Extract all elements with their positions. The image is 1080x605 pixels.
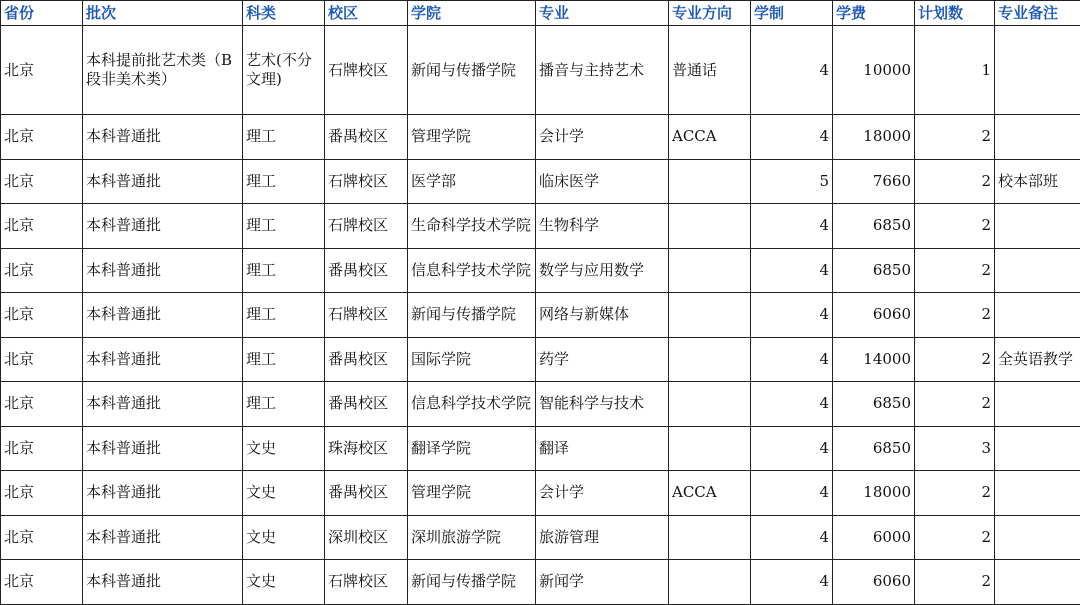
cell-major-direction: ACCA	[669, 115, 751, 160]
cell-campus: 番禺校区	[325, 248, 408, 293]
header-major: 专业	[536, 1, 669, 26]
cell-duration: 4	[751, 293, 833, 338]
cell-major: 播音与主持艺术	[536, 26, 669, 115]
cell-category: 理工	[243, 382, 325, 427]
cell-plan-count: 2	[915, 382, 995, 427]
header-tuition: 学费	[833, 1, 915, 26]
cell-province: 北京	[1, 515, 83, 560]
cell-campus: 珠海校区	[325, 426, 408, 471]
cell-plan-count: 2	[915, 204, 995, 249]
cell-campus: 番禺校区	[325, 471, 408, 516]
cell-batch: 本科普通批	[83, 115, 243, 160]
cell-batch: 本科普通批	[83, 471, 243, 516]
cell-category: 文史	[243, 515, 325, 560]
cell-major: 药学	[536, 337, 669, 382]
cell-major-notes: 校本部班	[995, 159, 1080, 204]
cell-category: 理工	[243, 293, 325, 338]
cell-province: 北京	[1, 382, 83, 427]
cell-batch: 本科普通批	[83, 337, 243, 382]
cell-major: 网络与新媒体	[536, 293, 669, 338]
cell-major-notes	[995, 248, 1080, 293]
cell-duration: 4	[751, 337, 833, 382]
cell-major-notes	[995, 293, 1080, 338]
table-header	[1, 1, 1080, 26]
cell-major-direction	[669, 560, 751, 605]
cell-category: 理工	[243, 115, 325, 160]
cell-plan-count: 2	[915, 115, 995, 160]
cell-major: 生物科学	[536, 204, 669, 249]
cell-province: 北京	[1, 293, 83, 338]
cell-college: 新闻与传播学院	[408, 560, 536, 605]
cell-major-notes	[995, 204, 1080, 249]
cell-batch: 本科普通批	[83, 382, 243, 427]
table-row	[1, 248, 1080, 293]
cell-college: 管理学院	[408, 471, 536, 516]
cell-tuition: 18000	[833, 471, 915, 516]
cell-batch: 本科普通批	[83, 204, 243, 249]
cell-batch: 本科普通批	[83, 515, 243, 560]
table-row	[1, 159, 1080, 204]
cell-tuition: 6850	[833, 248, 915, 293]
cell-campus: 石牌校区	[325, 293, 408, 338]
cell-tuition: 14000	[833, 337, 915, 382]
cell-major: 会计学	[536, 471, 669, 516]
cell-province: 北京	[1, 560, 83, 605]
cell-campus: 石牌校区	[325, 26, 408, 115]
cell-campus: 石牌校区	[325, 560, 408, 605]
cell-major-notes: 全英语教学	[995, 337, 1080, 382]
cell-tuition: 6850	[833, 204, 915, 249]
cell-tuition: 7660	[833, 159, 915, 204]
table-row	[1, 204, 1080, 249]
cell-major: 旅游管理	[536, 515, 669, 560]
header-campus: 校区	[325, 1, 408, 26]
cell-batch: 本科普通批	[83, 248, 243, 293]
cell-major-direction	[669, 293, 751, 338]
header-province: 省份	[1, 1, 83, 26]
cell-major: 智能科学与技术	[536, 382, 669, 427]
cell-major: 翻译	[536, 426, 669, 471]
cell-college: 新闻与传播学院	[408, 26, 536, 115]
table-row	[1, 382, 1080, 427]
cell-category: 理工	[243, 337, 325, 382]
table-row	[1, 26, 1080, 115]
cell-major-notes	[995, 26, 1080, 115]
cell-batch: 本科普通批	[83, 159, 243, 204]
cell-major: 会计学	[536, 115, 669, 160]
cell-major-direction	[669, 159, 751, 204]
cell-major-notes	[995, 515, 1080, 560]
table-row	[1, 515, 1080, 560]
cell-category: 文史	[243, 471, 325, 516]
cell-batch: 本科普通批	[83, 293, 243, 338]
cell-tuition: 18000	[833, 115, 915, 160]
cell-duration: 5	[751, 159, 833, 204]
cell-major-notes	[995, 560, 1080, 605]
table-body	[1, 26, 1080, 605]
cell-duration: 4	[751, 560, 833, 605]
cell-college: 信息科学技术学院	[408, 248, 536, 293]
cell-campus: 番禺校区	[325, 382, 408, 427]
cell-major-direction	[669, 515, 751, 560]
cell-province: 北京	[1, 471, 83, 516]
cell-campus: 番禺校区	[325, 337, 408, 382]
cell-category: 文史	[243, 560, 325, 605]
cell-college: 信息科学技术学院	[408, 382, 536, 427]
cell-major-direction	[669, 382, 751, 427]
cell-batch: 本科普通批	[83, 426, 243, 471]
cell-plan-count: 2	[915, 248, 995, 293]
cell-province: 北京	[1, 115, 83, 160]
cell-duration: 4	[751, 248, 833, 293]
cell-category: 理工	[243, 248, 325, 293]
cell-duration: 4	[751, 426, 833, 471]
cell-college: 医学部	[408, 159, 536, 204]
cell-college: 翻译学院	[408, 426, 536, 471]
cell-plan-count: 2	[915, 159, 995, 204]
cell-duration: 4	[751, 471, 833, 516]
cell-duration: 4	[751, 26, 833, 115]
cell-category: 艺术(不分文理)	[243, 26, 325, 115]
cell-major-direction: 普通话	[669, 26, 751, 115]
header-batch: 批次	[83, 1, 243, 26]
header-college: 学院	[408, 1, 536, 26]
cell-category: 理工	[243, 204, 325, 249]
cell-plan-count: 2	[915, 337, 995, 382]
cell-batch: 本科普通批	[83, 560, 243, 605]
cell-major-direction	[669, 248, 751, 293]
cell-plan-count: 3	[915, 426, 995, 471]
header-major-direction: 专业方向	[669, 1, 751, 26]
cell-major-direction	[669, 337, 751, 382]
cell-campus: 深圳校区	[325, 515, 408, 560]
cell-tuition: 6850	[833, 382, 915, 427]
cell-province: 北京	[1, 248, 83, 293]
cell-province: 北京	[1, 26, 83, 115]
cell-major-notes	[995, 382, 1080, 427]
cell-duration: 4	[751, 515, 833, 560]
cell-major: 数学与应用数学	[536, 248, 669, 293]
cell-province: 北京	[1, 204, 83, 249]
cell-batch: 本科提前批艺术类（B段非美术类）	[83, 26, 243, 115]
cell-tuition: 6850	[833, 426, 915, 471]
cell-tuition: 6060	[833, 560, 915, 605]
cell-major-notes	[995, 471, 1080, 516]
cell-college: 新闻与传播学院	[408, 293, 536, 338]
cell-duration: 4	[751, 382, 833, 427]
header-row	[1, 1, 1080, 26]
cell-category: 理工	[243, 159, 325, 204]
cell-major-direction	[669, 426, 751, 471]
cell-tuition: 6000	[833, 515, 915, 560]
table-row	[1, 560, 1080, 605]
cell-plan-count: 2	[915, 471, 995, 516]
cell-major-direction: ACCA	[669, 471, 751, 516]
header-plan-count: 计划数	[915, 1, 995, 26]
cell-plan-count: 1	[915, 26, 995, 115]
cell-major-notes	[995, 426, 1080, 471]
cell-category: 文史	[243, 426, 325, 471]
cell-plan-count: 2	[915, 515, 995, 560]
table-row	[1, 293, 1080, 338]
cell-tuition: 10000	[833, 26, 915, 115]
cell-plan-count: 2	[915, 293, 995, 338]
cell-college: 国际学院	[408, 337, 536, 382]
cell-major-notes	[995, 115, 1080, 160]
table-row	[1, 115, 1080, 160]
cell-college: 生命科学技术学院	[408, 204, 536, 249]
cell-province: 北京	[1, 426, 83, 471]
cell-province: 北京	[1, 337, 83, 382]
table-row	[1, 337, 1080, 382]
cell-tuition: 6060	[833, 293, 915, 338]
header-duration: 学制	[751, 1, 833, 26]
table-row	[1, 471, 1080, 516]
cell-duration: 4	[751, 115, 833, 160]
cell-plan-count: 2	[915, 560, 995, 605]
header-category: 科类	[243, 1, 325, 26]
cell-college: 深圳旅游学院	[408, 515, 536, 560]
cell-duration: 4	[751, 204, 833, 249]
table-row	[1, 426, 1080, 471]
cell-province: 北京	[1, 159, 83, 204]
header-major-notes: 专业备注	[995, 1, 1080, 26]
cell-major: 新闻学	[536, 560, 669, 605]
cell-major: 临床医学	[536, 159, 669, 204]
cell-campus: 石牌校区	[325, 159, 408, 204]
cell-major-direction	[669, 204, 751, 249]
cell-college: 管理学院	[408, 115, 536, 160]
cell-campus: 番禺校区	[325, 115, 408, 160]
cell-campus: 石牌校区	[325, 204, 408, 249]
